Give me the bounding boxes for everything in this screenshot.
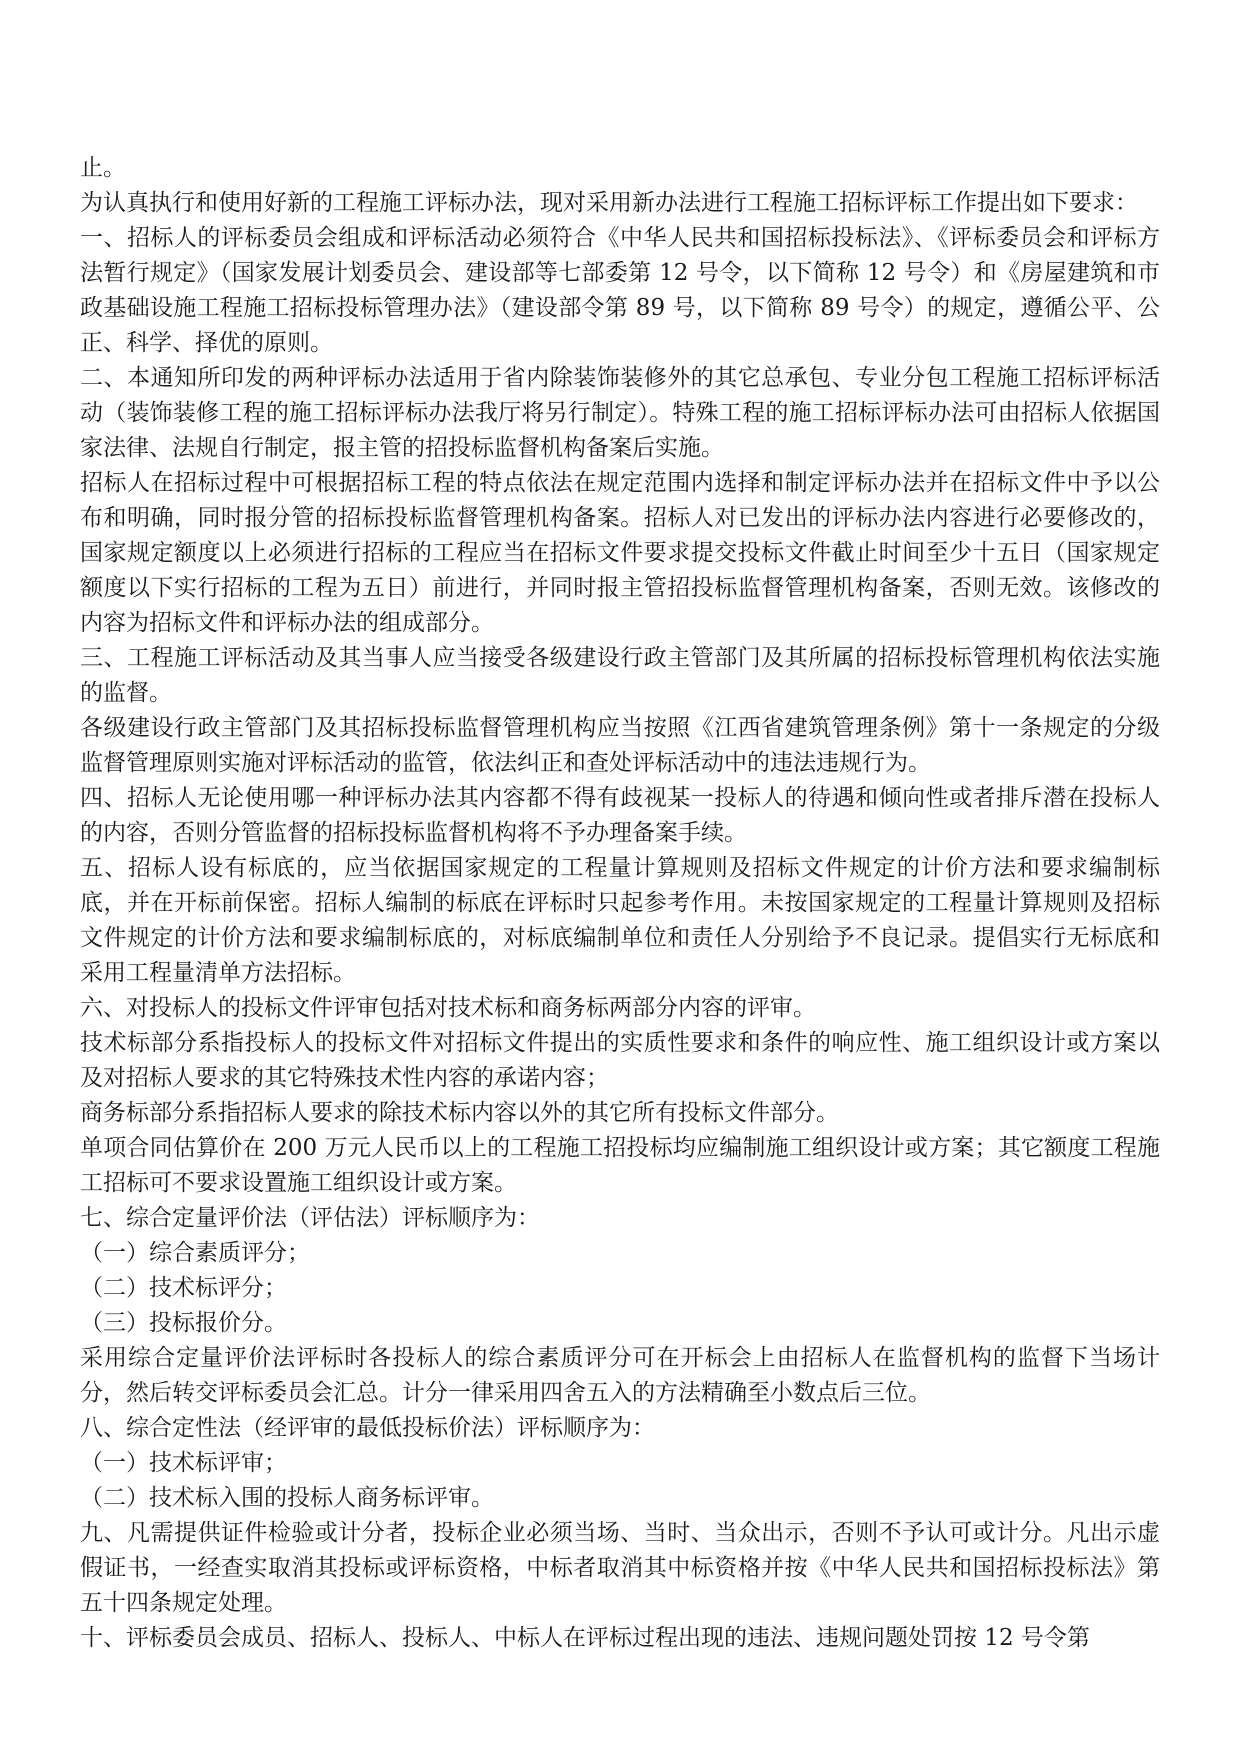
paragraph-intro: 为认真执行和使用好新的工程施工评标办法，现对采用新办法进行工程施工招标评标工作提出如下要求： (80, 190, 1138, 216)
paragraph-item-7: 七、综合定量评价法（评估法）评标顺序为： (80, 1205, 540, 1231)
paragraph-item-3: 三、工程施工评标活动及其当事人应当接受各级建设行政主管部门及其所属的招标投标管理机构依法实施的监督。 (80, 645, 1160, 706)
document-page (80, 151, 1160, 1656)
paragraph-item-3-detail: 各级建设行政主管部门及其招标投标监督管理机构应当按照《江西省建筑管理条例》第十一条规定的分级监督管理原则实施对评标活动的监管，依法纠正和查处评标活动中的违法违规行为。 (80, 715, 1160, 776)
paragraph-item-9: 九、凡需提供证件检验或计分者，投标企业必须当场、当时、当众出示，否则不予认可或计分。凡出示虚假证书，一经查实取消其投标或评标资格，中标者取消其中标资格并按《中华人民共和国招标投标法》第五十四条规定处理。 (80, 1520, 1160, 1616)
paragraph-item-4: 四、招标人无论使用哪一种评标办法其内容都不得有歧视某一投标人的待遇和倾向性或者排斥潜在投标人的内容，否则分管监督的招标投标监督机构将不予办理备案手续。 (80, 785, 1160, 846)
paragraph-item-7-sub-1: （一）综合素质评分； (80, 1240, 310, 1266)
paragraph-item-2: 二、本通知所印发的两种评标办法适用于省内除装饰装修外的其它总承包、专业分包工程施工招标评标活动（装饰装修工程的施工招标评标办法我厅将另行制定）。特殊工程的施工招标评标办法可由招标人依据国家法律、法规自行制定，报主管的招投标监督机构备案后实施。 (80, 365, 1160, 461)
paragraph-item-6-threshold: 单项合同估算价在 200 万元人民币以上的工程施工招投标均应编制施工组织设计或方案；其它额度工程施工招标可不要求设置施工组织设计或方案。 (80, 1135, 1160, 1196)
paragraph-item-10: 十、评标委员会成员、招标人、投标人、中标人在评标过程出现的违法、违规问题处罚按 12 号令第 (80, 1625, 1090, 1651)
paragraph-item-6: 六、对投标人的投标文件评审包括对技术标和商务标两部分内容的评审。 (80, 995, 816, 1021)
paragraph-item-7-detail: 采用综合定量评价法评标时各投标人的综合素质评分可在开标会上由招标人在监督机构的监督下当场计分，然后转交评标委员会汇总。计分一律采用四舍五入的方法精确至小数点后三位。 (80, 1345, 1160, 1406)
paragraph-item-8: 八、综合定性法（经评审的最低投标价法）评标顺序为： (80, 1415, 655, 1441)
paragraph-item-6-technical: 技术标部分系指投标人的投标文件对招标文件提出的实质性要求和条件的响应性、施工组织设计或方案以及对招标人要求的其它特殊技术性内容的承诺内容； (80, 1030, 1160, 1091)
paragraph-item-7-sub-2: （二）技术标评分； (80, 1275, 287, 1301)
paragraph-item-8-sub-2: （二）技术标入围的投标人商务标评审。 (80, 1485, 494, 1511)
paragraph-item-2-detail: 招标人在招标过程中可根据招标工程的特点依法在规定范围内选择和制定评标办法并在招标文件中予以公布和明确，同时报分管的招标投标监督管理机构备案。招标人对已发出的评标办法内容进行必要修改的，国家规定额度以上必须进行招标的工程应当在招标文件要求提交投标文件截止时间至少十五日（国家规定额度以下实行招标的工程为五日）前进行，并同时报主管招投标监督管理机构备案，否则无效。该修改的内容为招标文件和评标办法的组成部分。 (80, 470, 1160, 636)
paragraph-item-5: 五、招标人设有标底的，应当依据国家规定的工程量计算规则及招标文件规定的计价方法和要求编制标底，并在开标前保密。招标人编制的标底在评标时只起参考作用。未按国家规定的工程量计算规则及招标文件规定的计价方法和要求编制标底的，对标底编制单位和责任人分别给予不良记录。提倡实行无标底和采用工程量清单方法招标。 (80, 855, 1160, 986)
paragraph-continuation: 止。 (80, 155, 126, 181)
paragraph-item-7-sub-3: （三）投标报价分。 (80, 1310, 287, 1336)
paragraph-item-1: 一、招标人的评标委员会组成和评标活动必须符合《中华人民共和国招标投标法》、《评标委员会和评标方法暂行规定》（国家发展计划委员会、建设部等七部委第 12 号令，以下简称 12 号令）和《房屋建筑和市政基础设施工程施工招标投标管理办法》（建设部令第 89 号，以下简称 89 号令）的规定，遵循公平、公正、科学、择优的原则。 (80, 225, 1160, 356)
paragraph-item-8-sub-1: （一）技术标评审； (80, 1450, 287, 1476)
paragraph-item-6-commercial: 商务标部分系指招标人要求的除技术标内容以外的其它所有投标文件部分。 (80, 1100, 839, 1126)
